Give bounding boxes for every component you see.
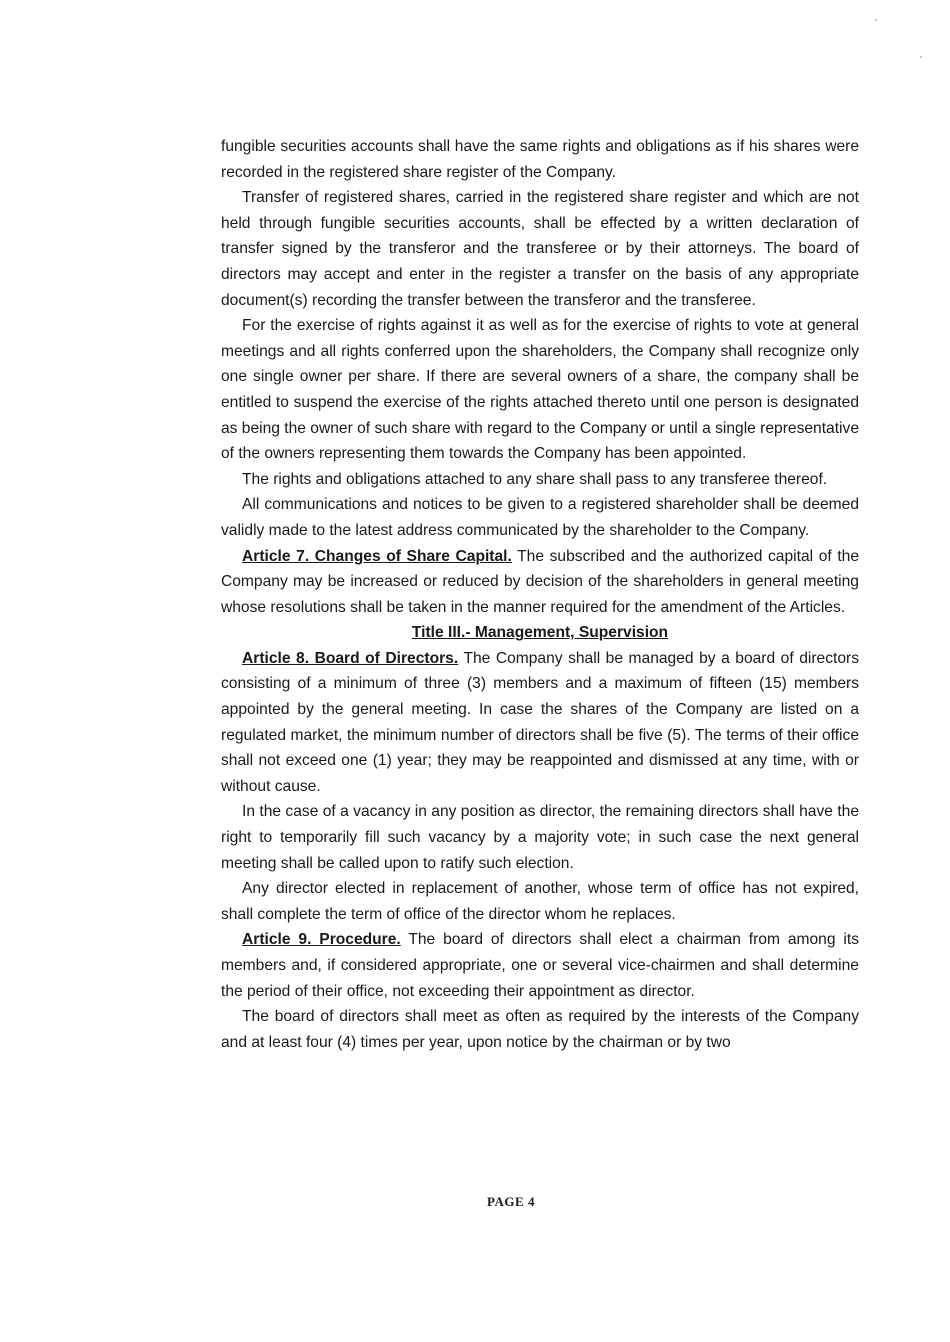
paragraph: All communications and notices to be given to a registered shareholder shall be deemed validly made to the latest address communicated by the shareholder to the Company. xyxy=(221,496,859,539)
article-8-heading: Article 8. Board of Directors. xyxy=(242,649,459,667)
paragraph: The board of directors shall meet as often as required by the interests of the Company and at least four (4) times per year, upon notice by the chairman or by two xyxy=(221,1008,859,1051)
article-7-heading: Article 7. Changes of Share Capital. xyxy=(242,547,512,565)
paragraph: For the exercise of rights against it as well as for the exercise of rights to vote at general meetings and all rights conferred upon the shareholders, the Company shall recognize only one single owner per share. If there are several owners of a share, the company shall be entitled to suspend the exercise of the rights attached thereto until one person is designated as being the owner of such share with regard to the Company or until a single representative of the owners representing them towards the Company has been appointed. xyxy=(221,317,859,463)
paragraph: Any director elected in replacement of another, whose term of office has not expired, shall complete the term of office of the director whom he replaces. xyxy=(221,880,859,923)
paragraph: fungible securities accounts shall have the same rights and obligations as if his shares were recorded in the registered share register of the Company. xyxy=(221,138,859,181)
title-iii-heading: Title III.- Management, Supervision xyxy=(411,624,669,642)
article-8-paragraph: Article 8. Board of Directors. The Company shall be managed by a board of directors consisting of a minimum of three (3) members and a maximum of fifteen (15) members appointed by the general meeting. In case the shares of the Company are listed on a regulated market, the minimum number of directors shall be five (5). The terms of their office shall not exceed one (1) year; they may be reappointed and dismissed at any time, with or without cause. xyxy=(221,649,860,795)
paragraph: In the case of a vacancy in any position as director, the remaining directors shall have the right to temporarily fill such vacancy by a majority vote; in such case the next general meeting shall be called upon to ratify such election. xyxy=(221,803,859,872)
paragraph: The rights and obligations attached to any share shall pass to any transferee thereof. xyxy=(242,470,828,488)
scan-speck xyxy=(875,19,877,21)
article-7-paragraph: Article 7. Changes of Share Capital. The subscribed and the authorized capital of the Company may be increased or reduced by decision of the shareholders in general meeting whose resolutions shall be taken in the manner required for the amendment of the Articles. xyxy=(221,547,859,616)
page-number: PAGE 4 xyxy=(487,1194,535,1209)
article-9-heading: Article 9. Procedure. xyxy=(242,931,401,949)
paragraph: Transfer of registered shares, carried in the registered share register and which are not held through fungible securities accounts, shall be effected by a written declaration of transfer signed by the transferor and the transferee or by their attorneys. The board of directors may accept and enter in the register a transfer on the basis of any appropriate document(s) recording the transfer between the transferor and the transferee. xyxy=(221,189,859,309)
scan-speck xyxy=(920,56,922,58)
document-body xyxy=(221,134,859,1055)
article-9-paragraph: Article 9. Procedure. The board of directors shall elect a chairman from among its members and, if considered appropriate, one or several vice-chairmen and shall determine the period of their office, not exceeding their appointment as director. xyxy=(221,931,859,1000)
